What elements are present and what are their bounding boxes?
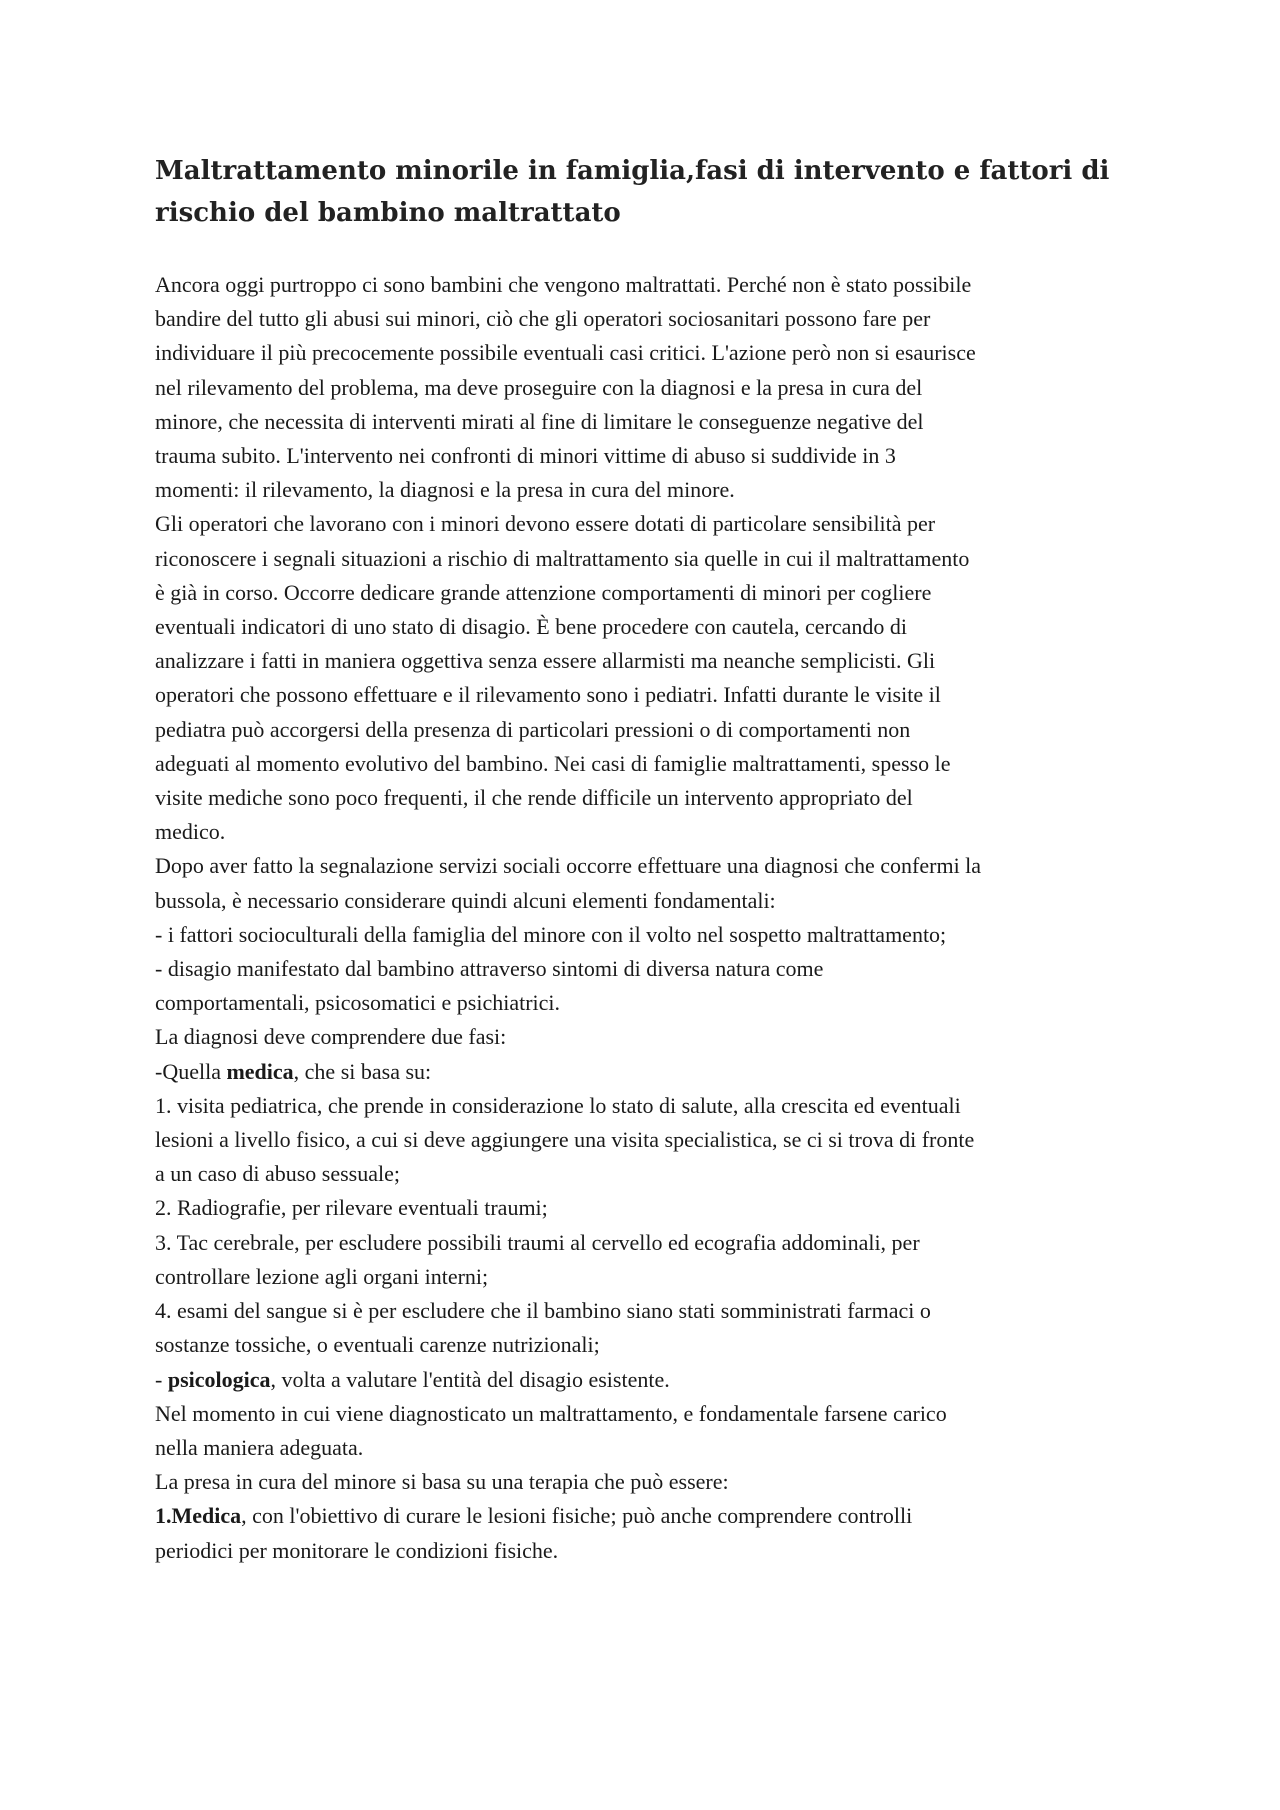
list-item: sostanze tossiche, o eventuali carenze nutrizionali; [155,1332,600,1358]
document-body [155,268,1140,1568]
text-line: trauma subito. L'intervento nei confronti di minori vittime di abuso si suddivide in 3 [155,443,896,469]
document-page [155,150,1140,1568]
list-item: 1. visita pediatrica, che prende in considerazione lo stato di salute, alla crescita ed eventuali [155,1092,961,1118]
medica-bold: medica [226,1058,294,1084]
text-line: bussola, è necessario considerare quindi alcuni elementi fondamentali: [155,887,776,913]
list-item: a un caso di abuso sessuale; [155,1161,400,1187]
text-line: operatori che possono effettuare e il rilevamento sono i pediatri. Infatti durante le visite il [155,682,941,708]
text-line: analizzare i fatti in maniera oggettiva senza essere allarmisti ma neanche semplicisti. Gli [155,648,936,674]
therapy-suffix: , con l'obiettivo di curare le lesioni fisiche; può anche comprendere controlli [241,1503,913,1529]
text-line: riconoscere i segnali situazioni a rischio di maltrattamento sia quelle in cui il maltrattamento [155,545,970,571]
text-line: è già in corso. Occorre dedicare grande attenzione comportamenti di minori per cogliere [155,579,932,605]
paragraph-intro [155,268,1140,507]
title-line: Maltrattamento minorile in famiglia,fasi di intervento e fattori di [155,156,1110,186]
list-item: 4. esami del sangue si è per escludere che il bambino siano stati somministrati farmaci o [155,1298,931,1324]
list-item: lesioni a livello fisico, a cui si deve aggiungere una visita specialistica, se ci si trova di fronte [155,1127,975,1153]
text-line: adeguati al momento evolutivo del bambino. Nei casi di famiglie maltrattamenti, spesso le [155,750,951,776]
text-line: pediatra può accorgersi della presenza di particolari pressioni o di comportamenti non [155,716,911,742]
text-line: - i fattori socioculturali della famiglia del minore con il volto nel sospetto maltrattamento; [155,921,947,947]
psico-prefix: - [155,1366,168,1392]
medical-list [155,1089,1140,1397]
text-line: visite mediche sono poco frequenti, il che rende difficile un intervento appropriato del [155,785,913,811]
text-line: comportamentali, psicosomatici e psichiatrici. [155,990,561,1016]
text-line: nella maniera adeguata. [155,1434,364,1460]
text-line: eventuali indicatori di uno stato di disagio. È bene procedere con cautela, cercando di [155,614,907,640]
paragraph-operators [155,507,1140,849]
psico-bold: psicologica [167,1366,271,1392]
text-line: Dopo aver fatto la segnalazione servizi sociali occorre effettuare una diagnosi che confermi la [155,853,982,879]
list-item: controllare lezione agli organi interni; [155,1263,489,1289]
text-line: bandire del tutto gli abusi sui minori, ciò che gli operatori sociosanitari possono fare per [155,306,931,332]
text-line: medico. [155,819,226,845]
text-line: La diagnosi deve comprendere due fasi: [155,1024,507,1050]
text-line: periodici per monitorare le condizioni fisiche. [155,1537,559,1563]
medica-line [155,1055,1140,1089]
document-title [155,150,1140,234]
list-item: 2. Radiografie, per rilevare eventuali traumi; [155,1195,548,1221]
text-line: Nel momento in cui viene diagnosticato un maltrattamento, e fondamentale farsene carico [155,1400,947,1426]
paragraph-care [155,1397,1140,1568]
text-line: nel rilevamento del problema, ma deve proseguire con la diagnosi e la presa in cura del [155,374,923,400]
title-line: rischio del bambino maltrattato [155,198,621,228]
therapy-line [155,1499,1140,1533]
medica-suffix: , che si basa su: [293,1058,432,1084]
text-line: minore, che necessita di interventi mirati al fine di limitare le conseguenze negative del [155,408,924,434]
therapy-bold: 1.Medica [155,1503,242,1529]
text-line: Gli operatori che lavorano con i minori devono essere dotati di particolare sensibilità per [155,511,936,537]
psico-line [155,1363,1140,1397]
psico-suffix: , volta a valutare l'entità del disagio esistente. [270,1366,670,1392]
text-line: La presa in cura del minore si basa su una terapia che può essere: [155,1469,729,1495]
list-item: 3. Tac cerebrale, per escludere possibili traumi al cervello ed ecografia addominali, per [155,1229,920,1255]
paragraph-diagnosis [155,849,1140,1088]
medica-prefix: -Quella [155,1058,227,1084]
text-line: Ancora oggi purtroppo ci sono bambini che vengono maltrattati. Perché non è stato possibile [155,272,972,297]
text-line: individuare il più precocemente possibile eventuali casi critici. L'azione però non si esaurisce [155,340,976,366]
text-line: - disagio manifestato dal bambino attraverso sintomi di diversa natura come [155,956,824,982]
text-line: momenti: il rilevamento, la diagnosi e la presa in cura del minore. [155,477,735,503]
